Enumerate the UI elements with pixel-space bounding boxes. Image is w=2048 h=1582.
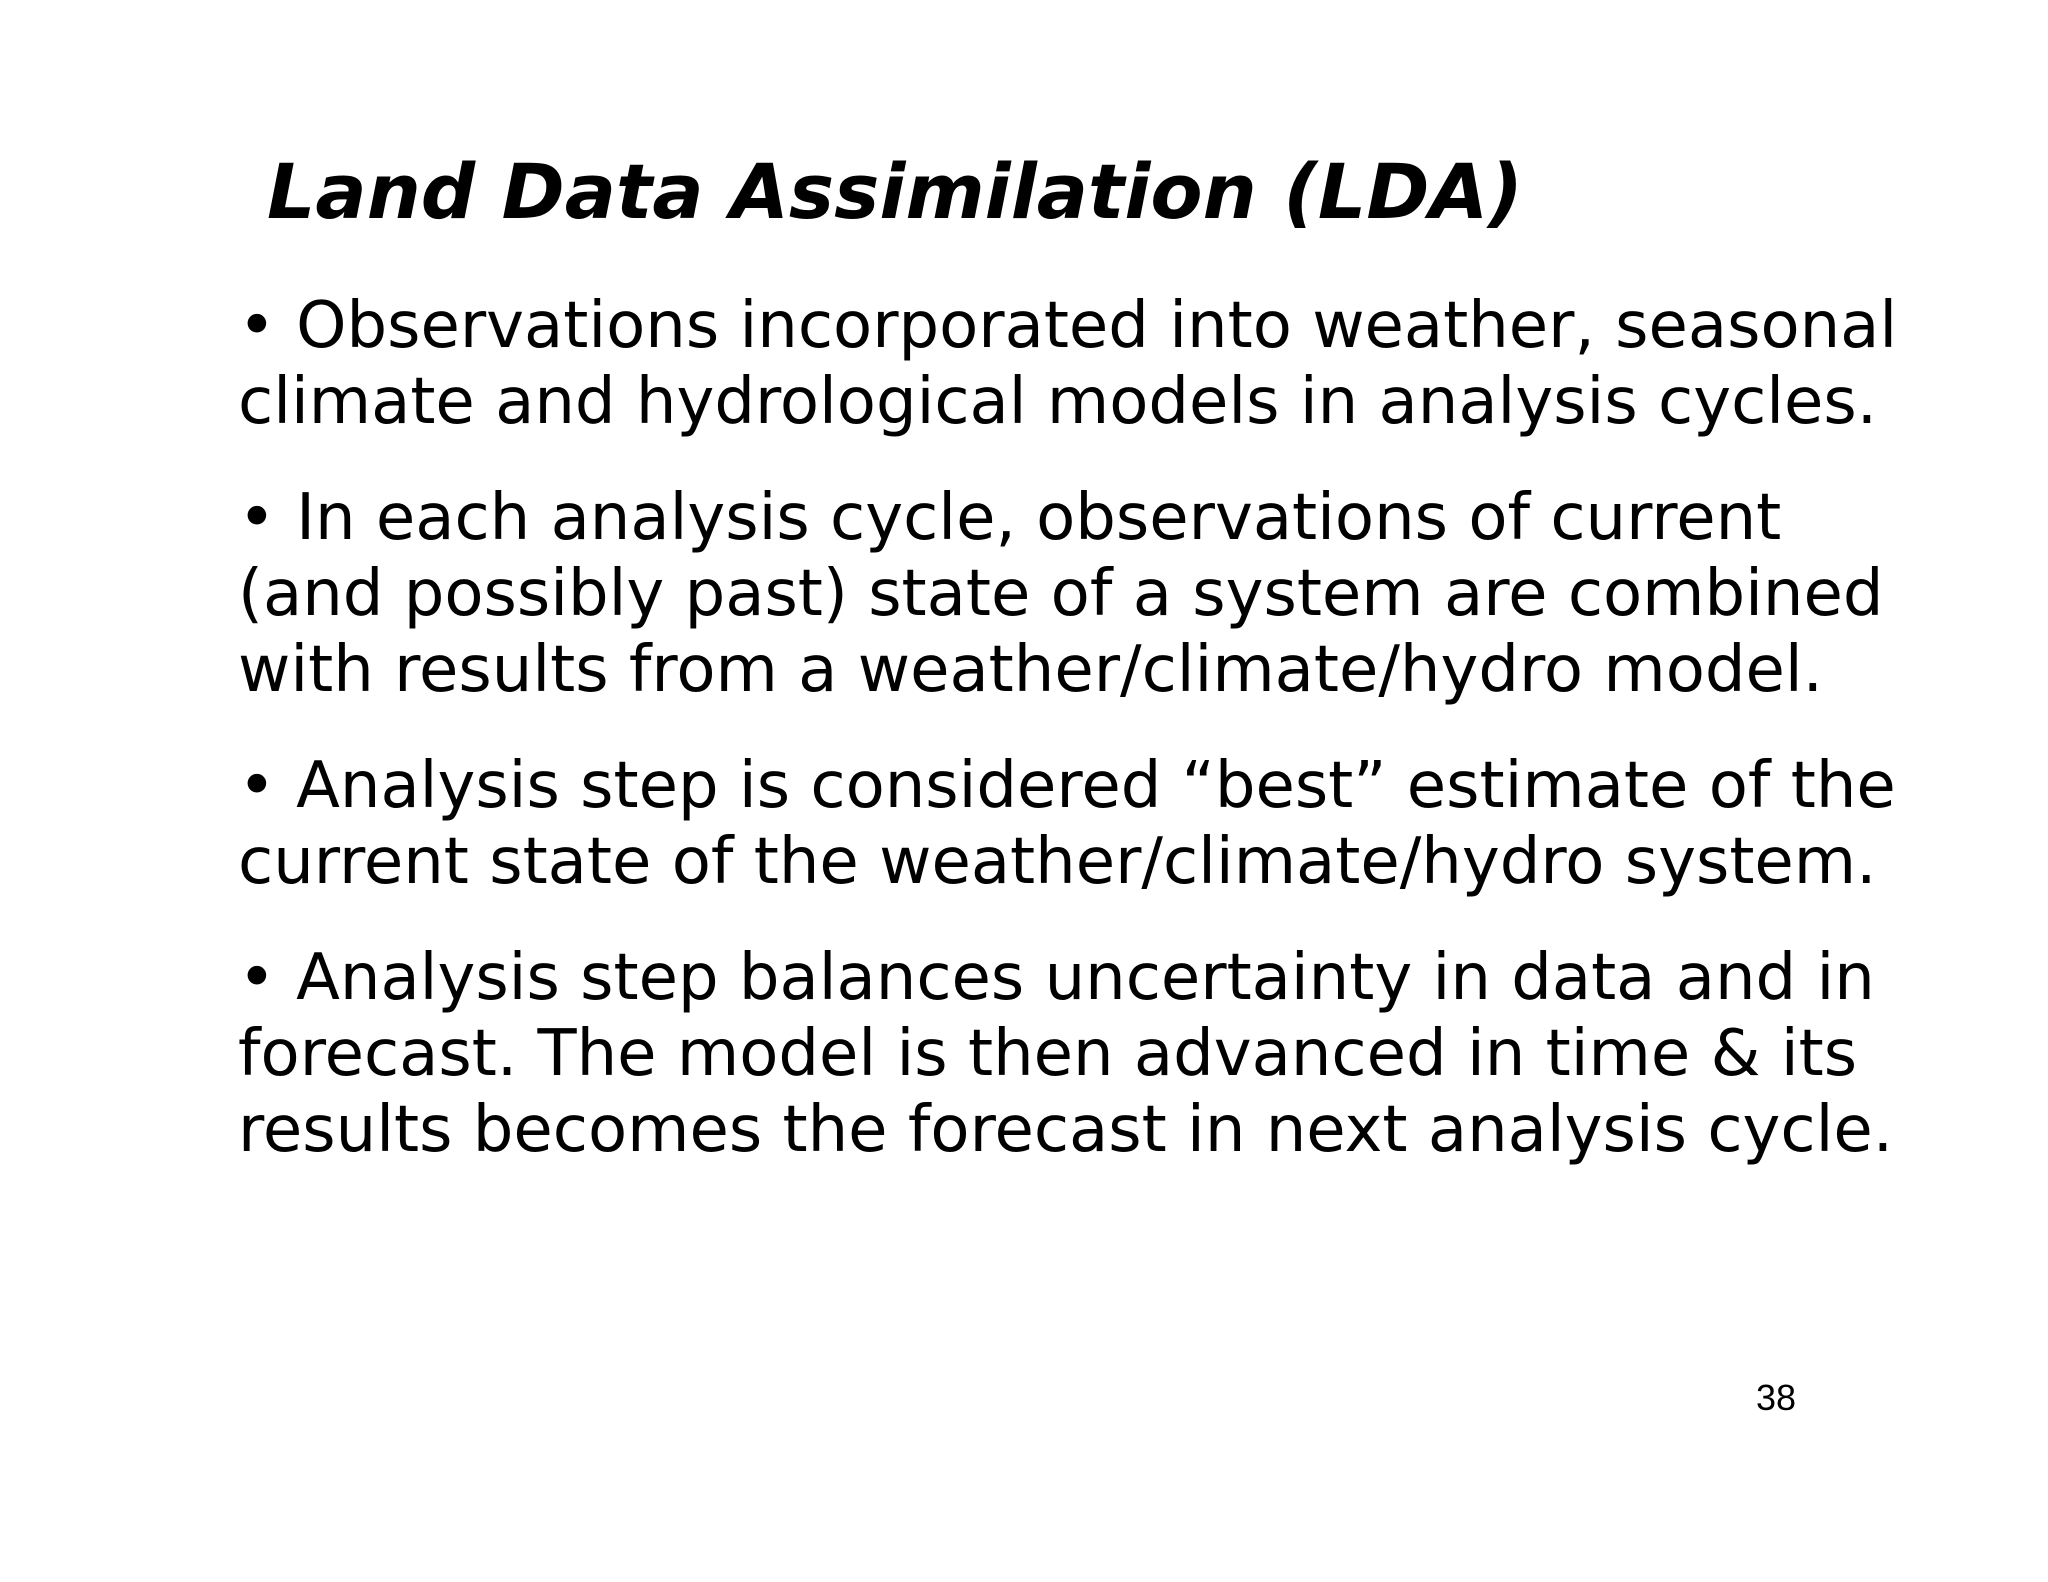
bullet-item <box>238 940 1894 1168</box>
bullet-line: current state of the weather/climate/hydro system. <box>238 825 1877 899</box>
bullet-line: climate and hydrological models in analysis cycles. <box>238 365 1878 439</box>
bullet-line: with results from a weather/climate/hydro model. <box>238 633 1823 707</box>
bullet-line: (and possibly past) state of a system are combined <box>238 557 1884 631</box>
bullet-list <box>238 288 1898 1208</box>
bullet-line: results becomes the forecast in next analysis cycle. <box>238 1093 1894 1167</box>
bullet-line: • In each analysis cycle, observations of current <box>238 480 1878 556</box>
bullet-line: forecast. The model is then advanced in time & its <box>238 1017 1858 1091</box>
page-number: 38 <box>1756 1377 1797 1418</box>
slide-title: Land Data Assimilation (LDA) <box>266 147 1523 236</box>
bullet-line: • Analysis step balances uncertainty in data and in <box>238 940 1878 1016</box>
bullet-item <box>238 748 1896 900</box>
bullet-line: • Observations incorporated into weather, seasonal <box>238 288 1878 364</box>
bullet-line: • Analysis step is considered “best” estimate of the <box>238 748 1878 824</box>
bullet-item <box>238 480 1884 708</box>
bullet-item <box>238 288 1898 440</box>
